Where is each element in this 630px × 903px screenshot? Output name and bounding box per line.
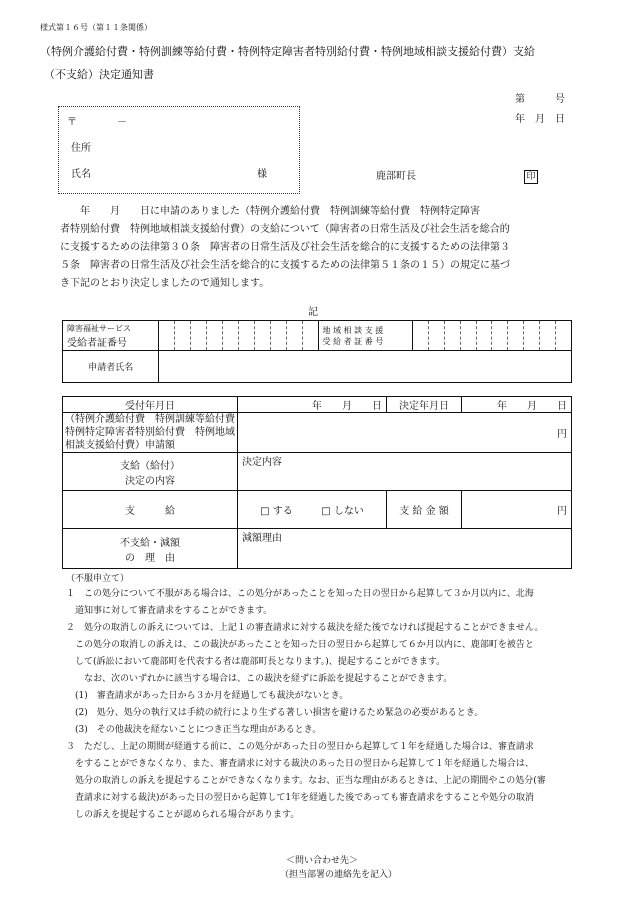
address-window <box>58 106 300 194</box>
cert-number-label <box>63 321 159 351</box>
cert-label-1: 障害福祉サービス <box>67 323 131 333</box>
body-line: き下記のとおり決定しましたので通知します。 <box>60 278 270 289</box>
application-amount-label <box>63 413 238 453</box>
applicant-name-label: 申請者氏名 <box>63 351 159 383</box>
reason-label-2: の 理 由 <box>125 552 175 564</box>
amount-label-3: 相談支援給付費）申請額 <box>65 440 175 451</box>
decision-content-label <box>63 453 238 491</box>
digit-box[interactable] <box>476 321 492 351</box>
decision-date-field[interactable]: 年 月 日 <box>462 397 572 413</box>
digit-box[interactable] <box>191 321 207 351</box>
form-number: 様式第１６号（第１１条関係） <box>40 23 152 32</box>
issuer-name: 鹿部町長 <box>376 171 416 182</box>
amount-label-1: （特例介護給付費 特例訓練等給付費 <box>65 414 235 425</box>
decision-content-field[interactable] <box>238 453 572 491</box>
reason-field[interactable] <box>238 529 572 569</box>
payment-label: 支 給 <box>63 491 238 529</box>
reason-label-1: 不支給・減額 <box>120 537 180 549</box>
appeal-line: １ この処分について不服がある場合は、この処分があったことを知った日の翌日から起算して３か月以内に、北海 <box>66 589 534 599</box>
appeal-notes <box>66 586 546 824</box>
title-line-1: （特例介護給付費・特例訓練等給付費・特例特定障害者特別給付費・特例地域相談支援給付費）支給 <box>40 45 535 58</box>
address-label: 住所 <box>71 143 91 154</box>
digit-box[interactable] <box>412 321 428 351</box>
name-label: 氏名 <box>71 169 91 180</box>
digit-box[interactable] <box>444 321 460 351</box>
decision-content-header: 決定内容 <box>242 457 282 468</box>
digit-box[interactable] <box>239 321 255 351</box>
decision-date-label: 決定年月日 <box>387 397 462 413</box>
digit-box[interactable] <box>223 321 239 351</box>
appeal-heading: （不服申立て） <box>66 574 130 584</box>
appeal-line: (2) 処分、処分の執行又は手続の続行により生ずる著しい損害を避けるため緊急の必要があるとき。 <box>66 708 484 718</box>
payment-options <box>238 491 387 529</box>
chiiki-number-label <box>318 321 412 351</box>
document-number: 第 号 <box>515 94 565 105</box>
appeal-line: 処分の取消しの訴えを提起することができなくなります。なお、正当な理由があるときは、上記の期間やこの処分(審 <box>66 776 546 786</box>
digit-box[interactable] <box>540 321 556 351</box>
body-line: に支援するための法律第３０条 障害者の日常生活及び社会生活を総合的に支援するための法律第３ <box>60 242 510 253</box>
contact-heading: ＜問い合わせ先＞ <box>286 856 359 866</box>
appeal-line: ３ ただし、上記の期間が経過する前に、この処分があった日の翌日から起算して１年を経過した場合は、審査請求 <box>66 742 534 752</box>
appeal-line: この処分の取消しの訴えは、この裁決があったことを知った日の翌日から起算して６か月以内に、鹿部町を被告と <box>66 640 534 650</box>
appeal-line: ２ 処分の取消しの訴えについては、上記１の審査請求に対する裁決を経た後でなければ提起することができません。 <box>66 623 544 633</box>
digit-box[interactable] <box>508 321 524 351</box>
decision-table <box>62 396 572 569</box>
digit-box[interactable] <box>556 321 572 351</box>
chiiki-label-1: 地 域 相 談 支 援 <box>322 325 384 335</box>
reason-label <box>63 529 238 569</box>
option-no-checkbox[interactable]: □ しない <box>321 506 364 517</box>
decision-content-label-2: 決定の内容 <box>125 475 175 487</box>
payment-amount-field[interactable]: 円 <box>462 491 572 529</box>
digit-box[interactable] <box>270 321 286 351</box>
reason-header: 減額理由 <box>242 533 282 544</box>
body-paragraph <box>60 203 510 293</box>
issuer <box>376 167 538 184</box>
appeal-line: をすることができなくなり、また、審査請求に対する裁決のあった日の翌日から起算して１年を経過した場合は、 <box>66 759 534 769</box>
received-date-label: 受付年月日 <box>63 397 238 413</box>
cert-label-2: 受給者証番号 <box>67 337 127 349</box>
appeal-line: して(訴訟において鹿部町を代表する者は鹿部町長となります。)、提起することができます。 <box>66 657 446 667</box>
digit-box[interactable] <box>175 321 191 351</box>
appeal-line: (3) その他裁決を経ないことにつき正当な理由があるとき。 <box>66 725 322 735</box>
digit-box[interactable] <box>460 321 476 351</box>
appeal-line: 査請求に対する裁決)があった日の翌日から起算して1年を経過した後であっても審査請求をすることや処分の取消 <box>66 793 535 803</box>
digit-box[interactable] <box>524 321 540 351</box>
contact-note: （担当部署の連絡先を記入） <box>280 870 398 880</box>
applicant-name-field[interactable] <box>159 351 572 383</box>
application-amount-field[interactable]: 円 <box>238 413 572 453</box>
appeal-line: (1) 審査請求があった日から３か月を経過しても裁決がないとき。 <box>66 691 349 701</box>
digit-box[interactable] <box>302 321 318 351</box>
digit-box[interactable] <box>286 321 302 351</box>
appeal-line: しの訴えを提起することが認められる場合があります。 <box>66 810 300 820</box>
document-date: 年 月 日 <box>515 114 565 125</box>
body-line: 年 月 日に申請のありました（特例介護給付費 特例訓練等給付費 特例特定障害 <box>60 206 480 217</box>
chiiki-label-2: 受 給 者 証 番 号 <box>322 336 384 346</box>
honorific: 様 <box>257 169 267 180</box>
recipient-table <box>62 320 572 383</box>
payment-amount-label: 支 給 金 額 <box>387 491 462 529</box>
ki-heading: 記 <box>308 307 318 318</box>
body-line: ５条 障害者の日常生活及び社会生活を総合的に支援するための法律第５１条の１５）の規定に基づ <box>60 260 510 271</box>
body-line: 者特別給付費 特例地域相談支援給付費）の支給について（障害者の日常生活及び社会生活を総合的 <box>60 224 510 235</box>
option-yes-checkbox[interactable]: □ する <box>260 506 293 517</box>
digit-box[interactable] <box>254 321 270 351</box>
received-date-field[interactable]: 年 月 日 <box>238 397 387 413</box>
decision-content-label-1: 支給（給付） <box>120 460 180 472</box>
appeal-line: なお、次のいずれかに該当する場合は、この裁決を経ずに訴訟を提起することができます。 <box>66 674 453 684</box>
appeal-line: 道知事に対して審査請求をすることができます。 <box>66 606 273 616</box>
digit-box[interactable] <box>428 321 444 351</box>
digit-box[interactable] <box>492 321 508 351</box>
seal-stamp: 印 <box>524 170 538 184</box>
amount-label-2: 特例特定障害者特別給付費 特例地域 <box>65 427 235 438</box>
digit-box[interactable] <box>159 321 175 351</box>
postal-mark: 〒 － <box>67 117 127 128</box>
title-line-2: （不支給）決定通知書 <box>44 68 154 81</box>
digit-box[interactable] <box>207 321 223 351</box>
